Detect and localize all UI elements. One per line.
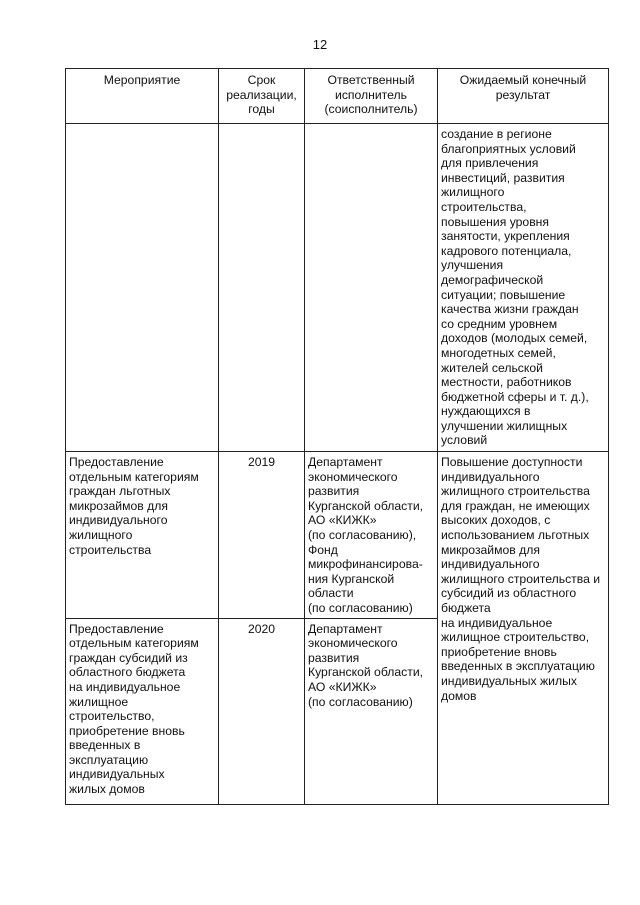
cell-executor [305, 124, 438, 452]
table-row [66, 452, 609, 619]
header-executor: Ответственный исполнитель (соисполнитель) [305, 69, 438, 124]
cell-term: 2020 [219, 618, 305, 804]
cell-term: 2019 [219, 452, 305, 619]
table-row [66, 124, 609, 452]
table-header-row [66, 69, 609, 124]
header-result: Ожидаемый конечный результат [438, 69, 609, 124]
program-table [65, 68, 609, 805]
cell-event [66, 124, 219, 452]
header-term: Срок реализации, годы [219, 69, 305, 124]
page-number: 12 [312, 37, 328, 52]
cell-term [219, 124, 305, 452]
cell-result: создание в регионе благоприятных условий для привлечения инвестиций, развития жилищного строительства, повышения уровня занятости, укрепления кадрового потенциала, улучшения демографической ситуации; повышение качества жизни граждан со средним уровнем доходов (молодых семей, многодетных семей, жителей сельской местности, работников бюджетной сферы и т. д.), нуждающихся в улучшении жилищных условий [438, 124, 609, 452]
header-event: Мероприятие [66, 69, 219, 124]
cell-event: Предоставление отдельным категориям граждан льготных микрозаймов для индивидуального жилищного строительства [66, 452, 219, 619]
cell-event: Предоставление отдельным категориям граждан субсидий из областного бюджета на индивидуальное жилищное строительство, приобретение вновь введенных в эксплуатацию индивидуальных жилых домов [66, 618, 219, 804]
cell-executor: Департамент экономического развития Курганской области, АО «КИЖК» (по согласованию), Фонд микрофинансирова- ния Курганской области (по согласованию) [305, 452, 438, 619]
cell-result-merged: Повышение доступности индивидуального жилищного строительства для граждан, не имеющих высоких доходов, с использованием льготных микрозаймов для индивидуального жилищного строительства и субсидий из областного бюджета на индивидуальное жилищное строительство, приобретение вновь введенных в эксплуатацию индивидуальных жилых домов [438, 452, 609, 805]
cell-executor: Департамент экономического развития Курганской области, АО «КИЖК» (по согласованию) [305, 618, 438, 804]
